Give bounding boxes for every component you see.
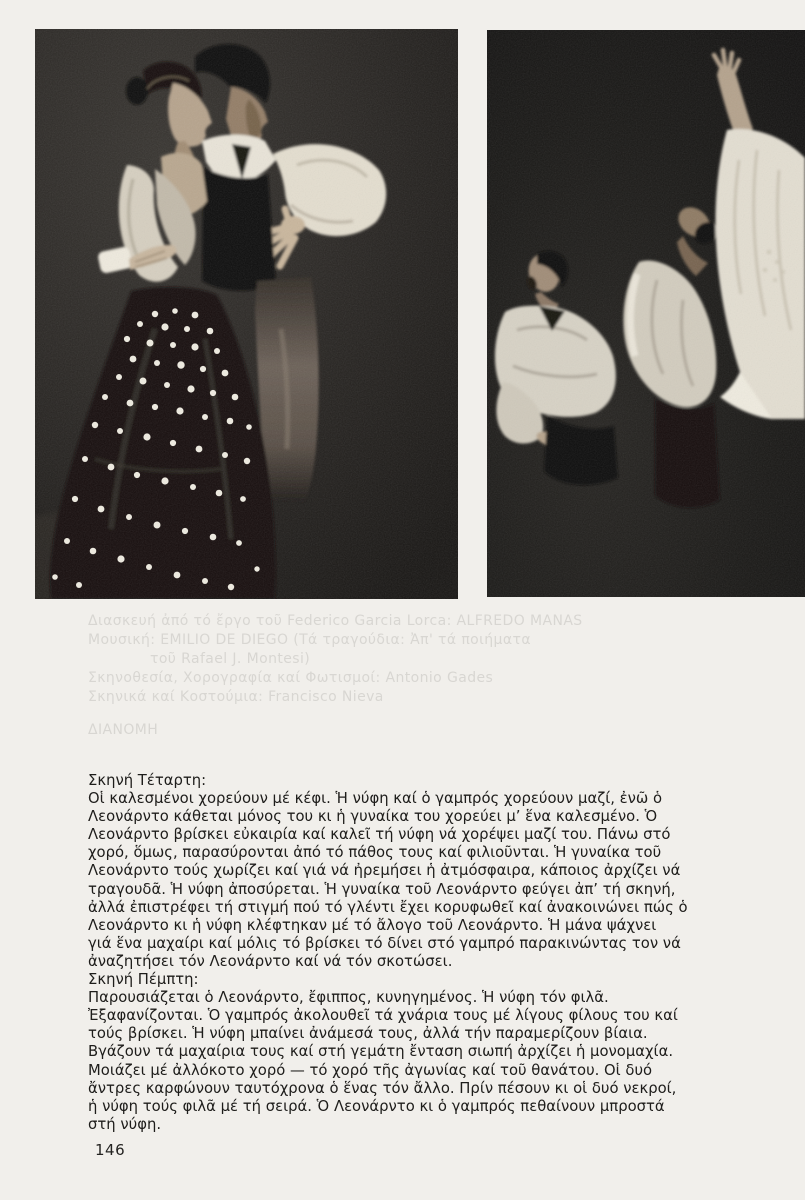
text-line: Μοιάζει μέ ἀλλόκοτο χορό — τό χορό τῆς ἀγωνίας καί τοῦ θανάτου. Οἱ δυό: [88, 1061, 653, 1079]
text-line: Οἱ καλεσμένοι χορεύουν μέ κέφι. Ἡ νύφη καί ὁ γαμπρός χορεύουν μαζί, ἐνῶ ὁ: [88, 790, 663, 808]
text-line: ἀναζητήσει τόν Λεονάρντο καί νά τόν σκοτώσει.: [88, 952, 453, 970]
scene-description-text: [88, 772, 768, 1134]
text-line: Ἐξαφανίζονται. Ὁ γαμπρός ἀκολουθεῖ τά χνάρια τους μέ λίγους φίλους του καί: [88, 1007, 678, 1025]
text-line: Παρουσιάζεται ὁ Λεονάρντο, ἔφιππος, κυνηγημένος. Ἡ νύφη τόν φιλᾶ.: [88, 989, 609, 1007]
text-line: Βγάζουν τά μαχαίρια τους καί στή γεμάτη ἔνταση σιωπή ἀρχίζει ἡ μονομαχία.: [88, 1043, 674, 1061]
photo-flamenco-couple-image: [35, 29, 458, 599]
text-line: ἀλλά ἐπιστρέφει τή στιγμή πού τό γλέντι ἔχει κορυφωθεῖ καί ἀνακοινώνει πώς ὁ: [88, 898, 688, 916]
text-line: Λεονάρντο κι ἡ νύφη κλέφτηκαν μέ τό ἄλογο τοῦ Λεονάρντο. Ἡ μάνα ψάχνει: [88, 916, 657, 934]
text-line: Σκηνή Πέμπτη:: [88, 971, 199, 989]
text-line: στή νύφη.: [88, 1115, 162, 1133]
photo-flamenco-couple: [35, 29, 458, 599]
bleedthrough-line: Σκηνικά καί Κοστούμια: Francisco Nieva: [88, 689, 384, 705]
photo-three-dancers-image: [487, 30, 805, 597]
text-line: ἡ νύφη τούς φιλᾶ μέ τή σειρά. Ὁ Λεονάρντο κι ὁ γαμπρός πεθαίνουν μπροστά: [88, 1097, 665, 1115]
text-line: τούς βρίσκει. Ἡ νύφη μπαίνει ἀνάμεσά τους, ἀλλά τήν παραμερίζουν βίαια.: [88, 1025, 648, 1043]
text-line: χορό, ὅμως, παρασύρονται ἀπό τό πάθος τους καί φιλιοῦνται. Ἡ γυναίκα τοῦ: [88, 844, 662, 862]
bleedthrough-line: Σκηνοθεσία, Χορογραφία καί Φωτισμοί: Antonio Gades: [88, 670, 494, 686]
page-number: 146: [95, 1141, 126, 1159]
bleedthrough-line: ΔΙΑΝΟΜΗ: [88, 722, 159, 738]
text-line: γιά ἕνα μαχαίρι καί μόλις τό βρίσκει τό δίνει στό γαμπρό παρακινώντας τον νά: [88, 934, 681, 952]
bleedthrough-text: [88, 612, 748, 740]
text-line: Λεονάρντο κάθεται μόνος του κι ἡ γυναίκα του χορεύει μ’ ἕνα καλεσμένο. Ὁ: [88, 808, 658, 826]
photo-three-dancers: [487, 30, 805, 597]
text-line: Λεονάρντο τούς χωρίζει καί γιά νά ἠρεμήσει ἡ ἀτμόσφαιρα, κάποιος ἀρχίζει νά: [88, 862, 681, 880]
text-line: Λεονάρντο βρίσκει εὐκαιρία καί καλεῖ τή νύφη νά χορέψει μαζί του. Πάνω στό: [88, 826, 671, 844]
text-line: Σκηνή Τέταρτη:: [88, 772, 207, 789]
text-line: ἄντρες καρφώνουν ταυτόχρονα ὁ ἕνας τόν ἄλλο. Πρίν πέσουν κι οἱ δυό νεκροί,: [88, 1079, 677, 1097]
bleedthrough-line: τοῦ Rafael J. Montesi): [150, 651, 311, 667]
bleedthrough-line: Μουσική: EMILIO DE DIEGO (Τά τραγούδια: Ἀπ' τά ποιήματα: [88, 632, 531, 648]
bleedthrough-line: Διασκευή ἀπό τό ἔργο τοῦ Federico Garcia Lorca: ALFREDO MANAS: [88, 613, 583, 629]
text-line: τραγουδᾶ. Ἡ νύφη ἀποσύρεται. Ἡ γυναίκα τοῦ Λεονάρντο φεύγει ἀπ’ τή σκηνή,: [88, 880, 676, 898]
